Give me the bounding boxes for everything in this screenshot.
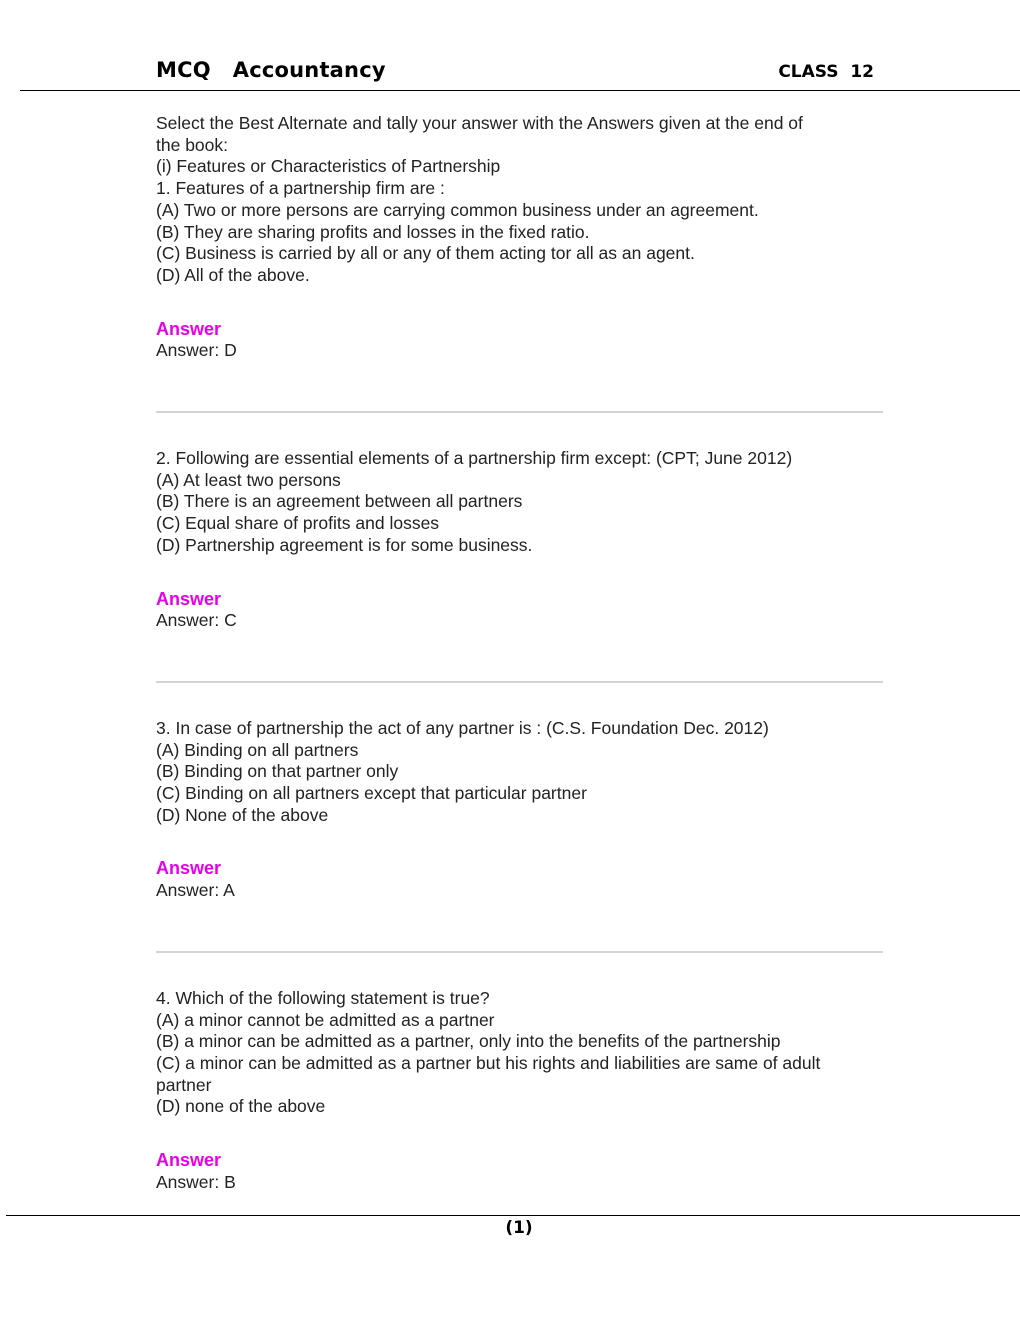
answer-heading: Answer — [156, 858, 222, 879]
option-b: (B) They are sharing profits and losses in the fixed ratio. — [156, 221, 590, 242]
header-divider — [20, 90, 1020, 91]
answer-text: Answer: C — [156, 610, 237, 631]
question-separator — [156, 411, 883, 413]
footer-divider — [6, 1215, 1020, 1216]
subject-title: Accountancy — [232, 58, 386, 82]
answer-heading: Answer — [156, 588, 222, 609]
question-text: 2. Following are essential elements of a partnership firm except: (CPT; June 2012) — [156, 448, 793, 469]
question-text: 1. Features of a partnership firm are : — [156, 178, 445, 199]
question-block — [156, 988, 883, 1194]
option-c: (C) a minor can be admitted as a partner but his rights and liabilities are same of adult — [156, 1052, 821, 1073]
option-d: (D) None of the above — [156, 804, 329, 825]
answer-text: Answer: B — [156, 1171, 236, 1192]
answer-text: Answer: A — [156, 880, 235, 901]
option-c: (C) Business is carried by all or any of them acting tor all as an agent. — [156, 243, 695, 264]
question-text: 3. In case of partnership the act of any partner is : (C.S. Foundation Dec. 2012) — [156, 717, 769, 738]
option-a: (A) At least two persons — [156, 469, 341, 490]
page-number: (1) — [505, 1218, 533, 1238]
option-b: (B) There is an agreement between all partners — [156, 491, 523, 512]
option-c: (C) Equal share of profits and losses — [156, 513, 440, 534]
question-separator — [156, 681, 883, 683]
option-b: (B) a minor can be admitted as a partner, only into the benefits of the partnership — [156, 1031, 781, 1052]
question-block — [156, 178, 883, 362]
answer-heading: Answer — [156, 1150, 222, 1171]
instruction-line: the book: — [156, 134, 228, 155]
question-block — [156, 448, 883, 632]
header-subject — [156, 58, 386, 82]
option-a: (A) Two or more persons are carrying common business under an agreement. — [156, 199, 759, 220]
mcq-label: MCQ — [156, 58, 211, 82]
option-d: (D) Partnership agreement is for some business. — [156, 534, 533, 555]
option-a: (A) a minor cannot be admitted as a partner — [156, 1009, 495, 1030]
class-label: CLASS 12 — [778, 62, 874, 82]
page-header — [156, 58, 874, 88]
document-body — [156, 113, 883, 1194]
option-c: (C) Binding on all partners except that particular partner — [156, 783, 587, 804]
option-c-continued: partner — [156, 1074, 212, 1095]
option-b: (B) Binding on that partner only — [156, 761, 399, 782]
option-d: (D) All of the above. — [156, 264, 310, 285]
instruction-line: Select the Best Alternate and tally your answer with the Answers given at the end of — [156, 113, 803, 133]
answer-text: Answer: D — [156, 340, 237, 361]
question-separator — [156, 951, 883, 953]
question-text: 4. Which of the following statement is true? — [156, 987, 490, 1008]
option-d: (D) none of the above — [156, 1096, 326, 1117]
question-block — [156, 718, 883, 902]
answer-heading: Answer — [156, 318, 222, 339]
option-a: (A) Binding on all partners — [156, 739, 359, 760]
section-title: (i) Features or Characteristics of Partnership — [156, 156, 501, 177]
